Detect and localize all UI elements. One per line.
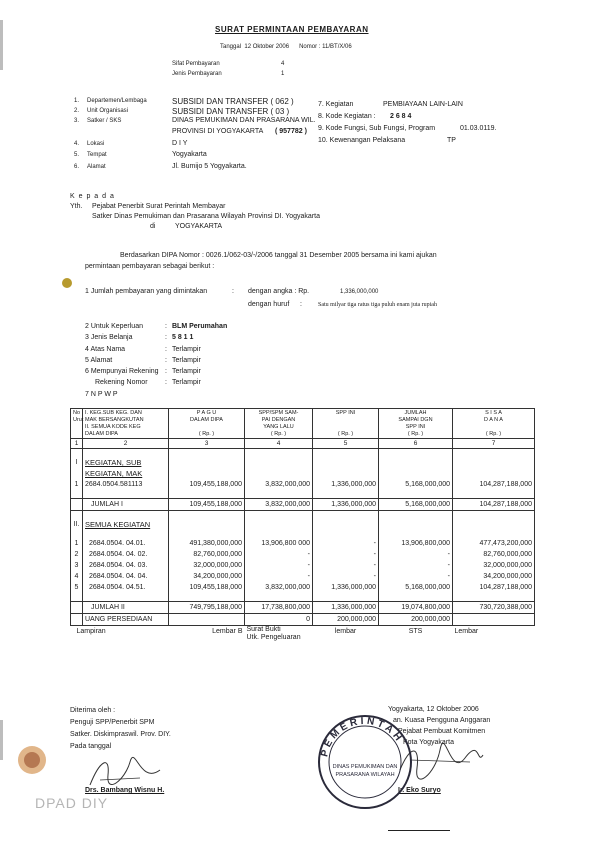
table-cell [245,457,313,468]
table-row [71,582,535,593]
table-cell: 2684.0504. 04.01. [83,538,169,549]
table-cell: UANG PERSEDIAAN [83,614,169,626]
table-row [71,549,535,560]
table-header-cell: JUMLAH SAMPAI DGN SPP INI ( Rp. ) [379,409,453,439]
table-persediaan-row [71,614,535,626]
kepada-di: di [150,223,156,230]
footer-right-line: an. Kuasa Pengguna Anggaran [393,717,491,724]
footer-right-line: Pejabat Pembuat Komitmen [398,728,486,735]
detail-label: 6 Mempunyai Rekening [85,368,159,375]
table-cell [453,593,535,602]
table-cell [313,490,379,499]
table-cell [313,468,379,479]
table-row [71,538,535,549]
table-cell [379,490,453,499]
amount-huruf-label: dengan huruf [248,301,290,308]
table-cell: - [313,560,379,571]
jenis-value: 1 [281,71,285,77]
info-right-value: 01.03.0119. [460,125,497,132]
table-cell [379,468,453,479]
info-no: 6. [74,164,80,170]
table-cell [245,468,313,479]
table-cell: 104,287,188,000 [453,582,535,593]
table-cell: SEMUA KEGIATAN [83,519,169,530]
table-cell [83,511,169,520]
table-cell: 2684.0504.581113 [83,479,169,490]
lampiran-cell: Lembar [454,628,479,635]
table-cell [245,530,313,538]
jenis-label: Jenis Pembayaran [172,71,222,77]
table-cell [453,614,535,626]
footer-left-line: Satker. Diskimpraswil. Prov. DIY. [70,731,171,738]
amount-huruf: Satu milyar tiga ratus tiga puluh enam juta rupiah [318,302,437,308]
table-row [71,468,535,479]
detail-value: Terlampir [172,368,201,375]
table-cell [453,511,535,520]
page-edge-mark [0,20,3,70]
table-cell: 19,074,800,000 [379,602,453,614]
table-cell [453,490,535,499]
table-cell: 104,287,188,000 [453,499,535,511]
seal-emblem-icon [14,740,50,780]
table-cell: 104,287,188,000 [453,479,535,490]
info-label: Satker / SKS [87,118,122,124]
table-row [71,530,535,538]
left-signature [80,750,170,790]
info-label: Lokasi [87,141,105,147]
sifat-value: 4 [281,61,285,67]
table-cell: 2 [71,549,83,560]
table-cell [83,530,169,538]
date-line: Tanggal 12 Oktober 2006 Nomor : 11/BT/X/06 [220,44,352,50]
sifat-label: Sifat Pembayaran [172,61,220,67]
table-cell [71,490,83,499]
svg-text:PEMERINTAH [319,716,405,758]
body-line2: permintaan pembayaran sebagai berikut : [85,263,215,270]
kepada-line2: Satker Dinas Pemukiman dan Prasarana Wilayah Provinsi DI. Yogyakarta [92,213,320,220]
table-cell: - [245,549,313,560]
info-right-value: TP [447,137,456,144]
table-row [71,560,535,571]
info-value: Yogyakarta [172,151,207,158]
table-cell: 730,720,388,000 [453,602,535,614]
table-cell [379,519,453,530]
table-cell [169,511,245,520]
detail-value: Terlampir [172,379,201,386]
detail-label: 7 N P W P [85,391,118,398]
info-no: 1. [74,98,80,104]
table-cell: - [313,571,379,582]
info-value: DINAS PEMUKIMAN DAN PRASARANA WIL. [172,117,316,124]
table-cell: 200,000,000 [313,614,379,626]
table-cell [245,593,313,602]
info-label: Alamat [87,164,106,170]
table-cell [169,449,245,458]
table-cell [313,530,379,538]
table-row [71,519,535,530]
footer-left-line: Pada tanggal [70,743,112,750]
table-cell [83,490,169,499]
table-cell: 34,200,000,000 [453,571,535,582]
table-cell: 3,832,000,000 [245,582,313,593]
amount-label: 1 Jumlah pembayaran yang dimintakan [85,288,208,295]
table-cell [245,449,313,458]
table-cell [313,593,379,602]
table-cell [453,468,535,479]
table-cell: 109,455,188,000 [169,582,245,593]
table-cell [83,593,169,602]
amount-angka-label: dengan angka : Rp. [248,288,310,295]
table-cell [169,519,245,530]
info-right-value: 2 6 8 4 [390,113,412,120]
table-cell: - [245,571,313,582]
table-cell [169,468,245,479]
table-header-cell: P A G U DALAM DIPA ( Rp. ) [169,409,245,439]
table-cell [71,530,83,538]
table-cell: 5,168,000,000 [379,582,453,593]
kepada-label: K e p a d a [70,193,115,200]
table-cell: - [313,538,379,549]
table-cell: 1,336,000,000 [313,499,379,511]
table-total-row [71,602,535,614]
detail-label: Rekening Nomor [95,379,148,386]
info-right-label: 9. Kode Fungsi, Sub Fungsi, Program [318,125,436,132]
table-cell [71,468,83,479]
table-cell: 3,832,000,000 [245,479,313,490]
table-cell [83,449,169,458]
info-value: PROVINSI DI YOGYAKARTA [172,128,264,135]
table-cell: 5,168,000,000 [379,499,453,511]
table-number-cell: 3 [169,439,245,449]
table-cell [245,511,313,520]
table-cell: 2684.0504. 04. 03. [83,560,169,571]
table-number-cell: 5 [313,439,379,449]
table-cell [169,530,245,538]
amount-angka: 1,336,000,000 [340,289,379,295]
table-cell [313,449,379,458]
info-value: SUBSIDI DAN TRANSFER ( 03 ) [172,107,290,116]
table-row [71,593,535,602]
table-cell [245,490,313,499]
table-cell: 749,795,188,000 [169,602,245,614]
table-cell: KEGIATAN, MAK [83,468,169,479]
lampiran-bukti1: Surat Bukti [246,626,281,633]
table-cell [169,614,245,626]
info-right-label: 8. Kode Kegiatan : [318,113,376,120]
table-row [71,571,535,582]
info-no: 4. [74,141,80,147]
stamp-mid1: DINAS PEMUKIMAN DAN [332,764,398,770]
table-cell: 2684.0504. 04.51. [83,582,169,593]
table-cell [71,614,83,626]
table-cell [379,457,453,468]
lampiran-row [71,626,535,643]
table-row [71,490,535,499]
table-cell: 32,000,000,000 [453,560,535,571]
table-cell: 82,760,000,000 [453,549,535,560]
table-cell: - [245,560,313,571]
table-cell: KEGIATAN, SUB [83,457,169,468]
table-cell [71,449,83,458]
page-edge-mark [0,720,3,760]
table-cell: JUMLAH II [83,602,169,614]
lampiran-cell [245,626,313,643]
table-total-row [71,499,535,511]
table-cell: 109,455,188,000 [169,479,245,490]
info-value: D I Y [172,140,188,147]
table-cell: 34,200,000,000 [169,571,245,582]
table-header-cell: S I S A D A N A ( Rp. ) [453,409,535,439]
table-header-cell: SPP/SPM SAM- PAI DENGAN YANG LALU ( Rp. ) [245,409,313,439]
table-row [71,479,535,490]
detail-label: 2 Untuk Keperluan [85,323,143,330]
table-cell [379,449,453,458]
detail-value: Terlampir [172,346,201,353]
info-label: Unit Organisasi [87,108,129,114]
table-header-cell: No Urut [71,409,83,439]
body-line1: Berdasarkan DIPA Nomor : 0026.1/062-03/-/2006 tanggal 31 Desember 2005 bersama ini kami ajukan [120,252,437,259]
table-cell [379,511,453,520]
footer-rule [388,830,450,831]
kepada-city: YOGYAKARTA [175,223,223,230]
table-cell: 2684.0504. 04. 04. [83,571,169,582]
table-cell [313,519,379,530]
footer-right-line: Kota Yogyakarta [403,739,454,746]
footer-left-line: Diterima oleh : [70,707,116,714]
table-cell: 5,168,000,000 [379,479,453,490]
table-cell: 1 [71,479,83,490]
info-right-value: PEMBIAYAAN LAIN-LAIN [383,101,463,108]
table-cell: 13,906,800 000 [245,538,313,549]
footer-right-line: Yogyakarta, 12 Oktober 2006 [388,706,479,713]
table-cell [453,519,535,530]
table-cell: 200,000,000 [379,614,453,626]
info-extra: ( 957782 ) [275,128,307,135]
official-stamp [315,712,415,812]
detail-label: 4 Atas Nama [85,346,126,353]
table-cell [313,511,379,520]
watermark: DPAD DIY [35,795,109,811]
footer-left-line: Penguji SPP/Penerbit SPM [70,719,155,726]
table-cell [71,602,83,614]
table-number-cell: 7 [453,439,535,449]
table-header-cell: I. KEG.SUB KEG. DAN MAK BERSANGKUTAN II. SEMUA KODE KEG DALAM DIPA [83,409,169,439]
table-cell: 1,336,000,000 [313,602,379,614]
lampiran-cell: lembar [334,628,357,635]
lampiran-cell: Lampiran [76,628,106,635]
table-cell [245,519,313,530]
info-right-label: 7. Kegiatan [318,101,354,108]
document-title: SURAT PERMINTAAN PEMBAYARAN [215,25,369,34]
stamp-mid2: PRASARANA WILAYAH [335,772,395,778]
table-header-row [71,409,535,439]
table-cell: 1,336,000,000 [313,582,379,593]
info-no: 2. [74,108,80,114]
info-label: Tempat [87,152,107,158]
table-cell: 3,832,000,000 [245,499,313,511]
table-cell: 0 [245,614,313,626]
table-cell [379,593,453,602]
table-cell [313,457,379,468]
detail-label: 3 Jenis Belanja [85,334,133,341]
table-cell: 477,473,200,000 [453,538,535,549]
table-cell: 2684.0504. 04. 02. [83,549,169,560]
table-cell: 109,455,188,000 [169,499,245,511]
lampiran-bukti2: Utk. Pengeluaran [246,634,301,641]
detail-value: BLM Perumahan [172,323,228,330]
info-right-label: 10. Kewenangan Pelaksana [318,137,406,144]
info-label: Departemen/Lembaga [87,98,147,104]
info-value: Jl. Bumijo 5 Yogyakarta. [172,163,247,170]
table-cell: II. [71,519,83,530]
table-cell: 32,000,000,000 [169,560,245,571]
table-cell: 491,380,000,000 [169,538,245,549]
info-no: 3. [74,118,80,124]
table-cell: I [71,457,83,468]
yth-label: Yth. [70,203,83,210]
table-cell [453,449,535,458]
table-cell [71,511,83,520]
table-cell: 1 [71,538,83,549]
table-cell: 1,336,000,000 [313,479,379,490]
table-number-row [71,439,535,449]
table-header-cell: SPP INI ( Rp. ) [313,409,379,439]
table-cell: - [379,560,453,571]
table-cell: 13,906,800,000 [379,538,453,549]
info-value: SUBSIDI DAN TRANSFER ( 062 ) [172,97,294,106]
payment-table [70,408,535,642]
table-cell [169,593,245,602]
table-cell [169,490,245,499]
table-row [71,511,535,520]
detail-value: Terlampir [172,357,201,364]
table-cell: 4 [71,571,83,582]
table-cell [71,499,83,511]
table-cell [71,593,83,602]
table-cell [453,530,535,538]
table-number-cell: 2 [83,439,169,449]
binder-hole [62,278,72,288]
table-cell: 17,738,800,000 [245,602,313,614]
table-cell [379,530,453,538]
lampiran-cell: STS [408,628,423,635]
detail-label: 5 Alamat [85,357,113,364]
amount-colon: : [232,288,234,295]
table-cell: JUMLAH I [83,499,169,511]
table-cell: 82,760,000,000 [169,549,245,560]
table-number-cell: 6 [379,439,453,449]
right-signatory-name: Ir. Eko Suryo [398,787,441,794]
kepada-line1: Pejabat Penerbit Surat Perintah Membayar [92,203,226,210]
lampiran-cell: Lembar B [212,628,243,635]
table-cell [169,457,245,468]
table-cell: - [313,549,379,560]
info-no: 5. [74,152,80,158]
table-number-cell: 4 [245,439,313,449]
detail-value: 5 8 1 1 [172,334,194,341]
stamp-text: PEMERINTAH [319,715,406,758]
table-number-cell: 1 [71,439,83,449]
table-cell: - [379,549,453,560]
table-cell: 3 [71,560,83,571]
left-signatory-name: Drs. Bambang Wisnu H. [85,787,165,794]
table-row [71,457,535,468]
table-cell [453,457,535,468]
table-cell: 5 [71,582,83,593]
table-cell: - [379,571,453,582]
table-row [71,449,535,458]
